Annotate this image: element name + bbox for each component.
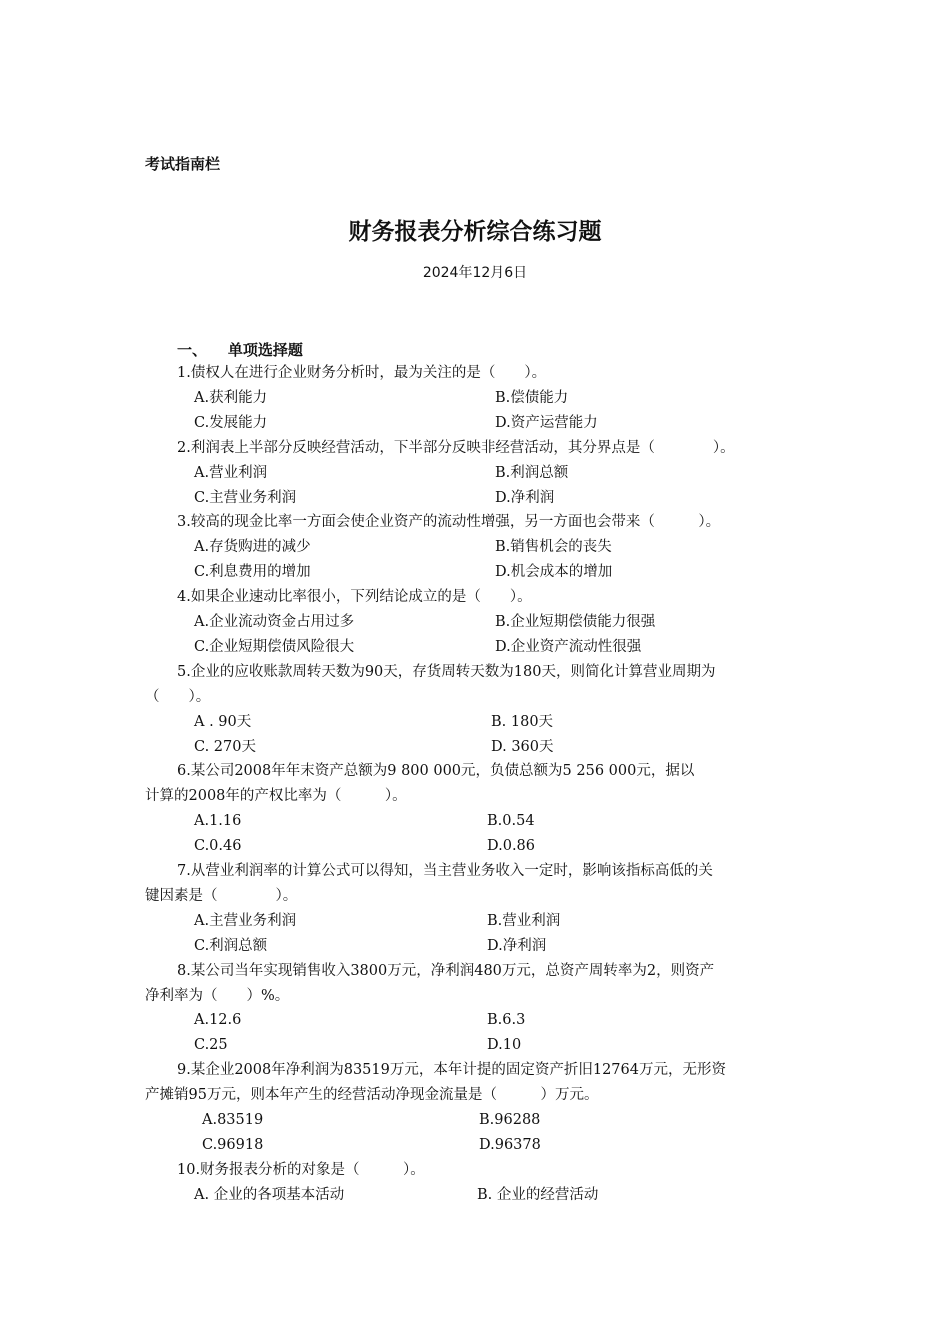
option-item: A.12.6: [194, 1012, 242, 1029]
question-stem: 计算的2008年的产权比率为（ ）。: [145, 788, 407, 805]
question-stem: 键因素是（ ）。: [145, 887, 298, 904]
option-item: C.25: [194, 1037, 228, 1054]
question-stem: 8.某公司当年实现销售收入3800万元，净利润480万元，总资产周转率为2，则资产: [177, 962, 715, 979]
option-item: B.利润总额: [495, 464, 569, 481]
option-item: D.资产运营能力: [495, 414, 598, 431]
document-date: 2024年12月6日: [422, 265, 528, 281]
question-stem: 7.从营业利润率的计算公式可以得知，当主营业务收入一定时，影响该指标高低的关: [177, 863, 713, 879]
option-item: D.净利润: [487, 937, 547, 954]
option-item: B.企业短期偿债能力很强: [495, 614, 656, 630]
option-item: D.净利润: [495, 489, 555, 506]
option-item: C.利润总额: [194, 937, 268, 954]
option-item: B. 企业的经营活动: [477, 1186, 599, 1203]
option-item: D.0.86: [487, 838, 536, 855]
option-item: B.偿债能力: [495, 389, 569, 406]
option-item: B.6.3: [487, 1012, 526, 1029]
option-item: B.销售机会的丧失: [495, 539, 612, 556]
option-item: A.1.16: [194, 813, 242, 830]
question-stem: 3.较高的现金比率一方面会使企业资产的流动性增强，另一方面也会带来（ ）。: [177, 514, 721, 531]
section-number: 一、: [177, 341, 208, 359]
option-item: A . 90天: [194, 713, 252, 730]
option-item: A.营业利润: [194, 464, 268, 481]
question-stem: 10.财务报表分析的对象是（ ）。: [177, 1161, 425, 1178]
question-stem: 6.某公司2008年年末资产总额为9 800 000元，负债总额为5 256 000元，据以: [177, 763, 695, 780]
option-item: A. 企业的各项基本活动: [194, 1186, 345, 1203]
option-item: D.机会成本的增加: [495, 564, 613, 581]
option-item: A.主营业务利润: [194, 912, 297, 929]
option-item: D. 360天: [491, 738, 554, 755]
question-stem: 净利率为（ ）%。: [145, 987, 290, 1004]
option-item: D.10: [487, 1037, 522, 1054]
option-item: D.96378: [479, 1136, 541, 1153]
option-item: C.发展能力: [194, 414, 268, 431]
option-item: B.96288: [479, 1112, 541, 1128]
section-heading: [177, 339, 303, 360]
option-item: C.企业短期偿债风险很大: [194, 638, 355, 655]
option-item: A.获利能力: [194, 389, 268, 406]
option-item: D.企业资产流动性很强: [495, 638, 642, 655]
question-stem: 9.某企业2008年净利润为83519万元，本年计提的固定资产折旧12764万元，无形资: [177, 1062, 726, 1079]
question-stem: 产摊销95万元，则本年产生的经营活动净现金流量是（ ）万元。: [145, 1087, 599, 1104]
option-item: B. 180天: [491, 713, 554, 730]
question-stem: 1.债权人在进行企业财务分析时，最为关注的是（ ）。: [177, 365, 547, 381]
option-item: A.企业流动资金占用过多: [194, 614, 355, 630]
option-item: C.利息费用的增加: [194, 564, 311, 581]
option-item: C.96918: [202, 1136, 264, 1153]
question-stem: （ ）。: [145, 688, 211, 705]
option-item: C.主营业务利润: [194, 489, 297, 506]
exam-guide-label: 考试指南栏: [145, 155, 221, 173]
option-item: B.0.54: [487, 813, 535, 830]
question-stem: 2.利润表上半部分反映经营活动，下半部分反映非经营活动，其分界点是（ ）。: [177, 439, 735, 456]
document-title: 财务报表分析综合练习题: [348, 219, 602, 245]
option-item: C. 270天: [194, 738, 256, 755]
question-stem: 5.企业的应收账款周转天数为90天，存货周转天数为180天，则简化计算营业周期为: [177, 663, 716, 680]
option-item: B.营业利润: [487, 912, 561, 929]
question-stem: 4.如果企业速动比率很小，下列结论成立的是（ ）。: [177, 589, 532, 606]
option-item: A.存货购进的减少: [194, 539, 311, 556]
option-item: A.83519: [202, 1112, 264, 1128]
section-title: 单项选择题: [227, 341, 303, 359]
option-item: C.0.46: [194, 838, 242, 855]
